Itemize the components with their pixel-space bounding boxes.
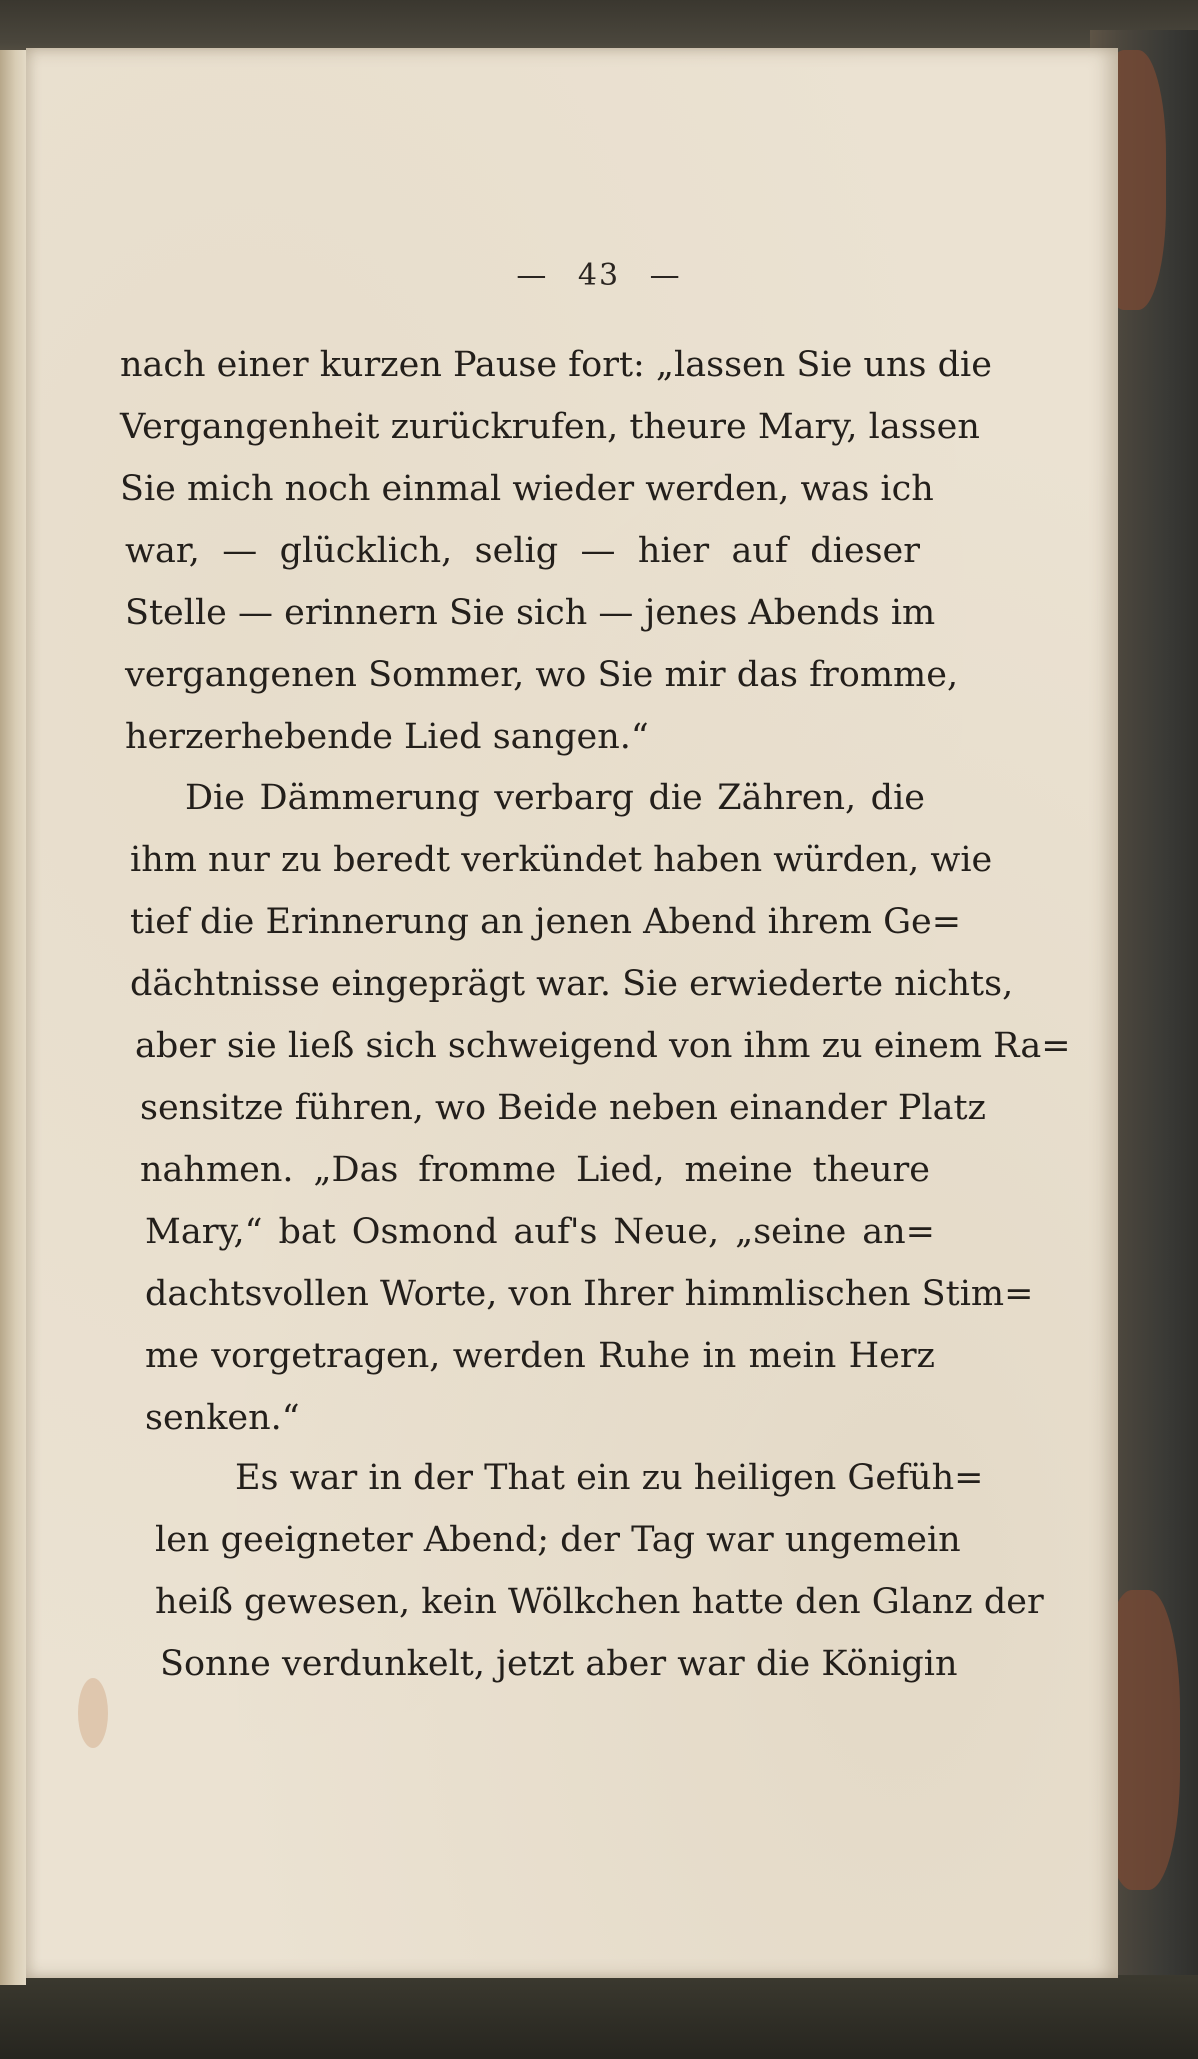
text-line: Die Dämmerung verbarg die Zähren, die <box>185 778 925 818</box>
text-line: war, — glücklich, selig — hier auf dieser <box>125 531 920 571</box>
page-number: 43 <box>577 258 621 293</box>
page-header <box>0 258 1198 293</box>
text-line: Mary,“ bat Osmond auf's Neue, „seine an= <box>145 1212 935 1252</box>
text-line: Es war in der That ein zu heiligen Gefüh= <box>235 1458 984 1498</box>
text-line: ihm nur zu beredt verkündet haben würden, wie <box>130 840 993 880</box>
text-line: dächtnisse eingeprägt war. Sie erwiederte nichts, <box>130 964 1014 1004</box>
text-line: nach einer kurzen Pause fort: „lassen Sie uns die <box>120 345 992 385</box>
text-line: nahmen. „Das fromme Lied, meine theure <box>140 1150 930 1190</box>
adjacent-page-edge <box>0 50 26 1985</box>
text-line: aber sie ließ sich schweigend von ihm zu einem Ra= <box>135 1026 1071 1066</box>
text-line: len geeigneter Abend; der Tag war ungemein <box>155 1520 961 1560</box>
text-line: Sie mich noch einmal wieder werden, was ich <box>120 469 934 509</box>
text-line: dachtsvollen Worte, von Ihrer himmlischen Stim= <box>145 1274 1034 1314</box>
text-line: vergangenen Sommer, wo Sie mir das fromme, <box>125 655 959 695</box>
text-line: senken.“ <box>145 1398 300 1438</box>
header-dash-left: — <box>516 258 549 293</box>
text-line: herzerhebende Lied sangen.“ <box>125 717 649 757</box>
page-stain <box>78 1678 108 1748</box>
text-line: Vergangenheit zurückrufen, theure Mary, lassen <box>120 407 980 447</box>
header-dash-right: — <box>649 258 682 293</box>
text-line: me vorgetragen, werden Ruhe in mein Herz <box>145 1336 935 1376</box>
text-line: heiß gewesen, kein Wölkchen hatte den Glanz der <box>155 1582 1044 1622</box>
text-line: sensitze führen, wo Beide neben einander Platz <box>140 1088 986 1128</box>
text-line: Sonne verdunkelt, jetzt aber war die Königin <box>160 1644 958 1684</box>
book-cover-bottom-edge <box>0 1975 1198 2059</box>
text-line: tief die Erinnerung an jenen Abend ihrem Ge= <box>130 902 962 942</box>
text-line: Stelle — erinnern Sie sich — jenes Abends im <box>125 593 936 633</box>
